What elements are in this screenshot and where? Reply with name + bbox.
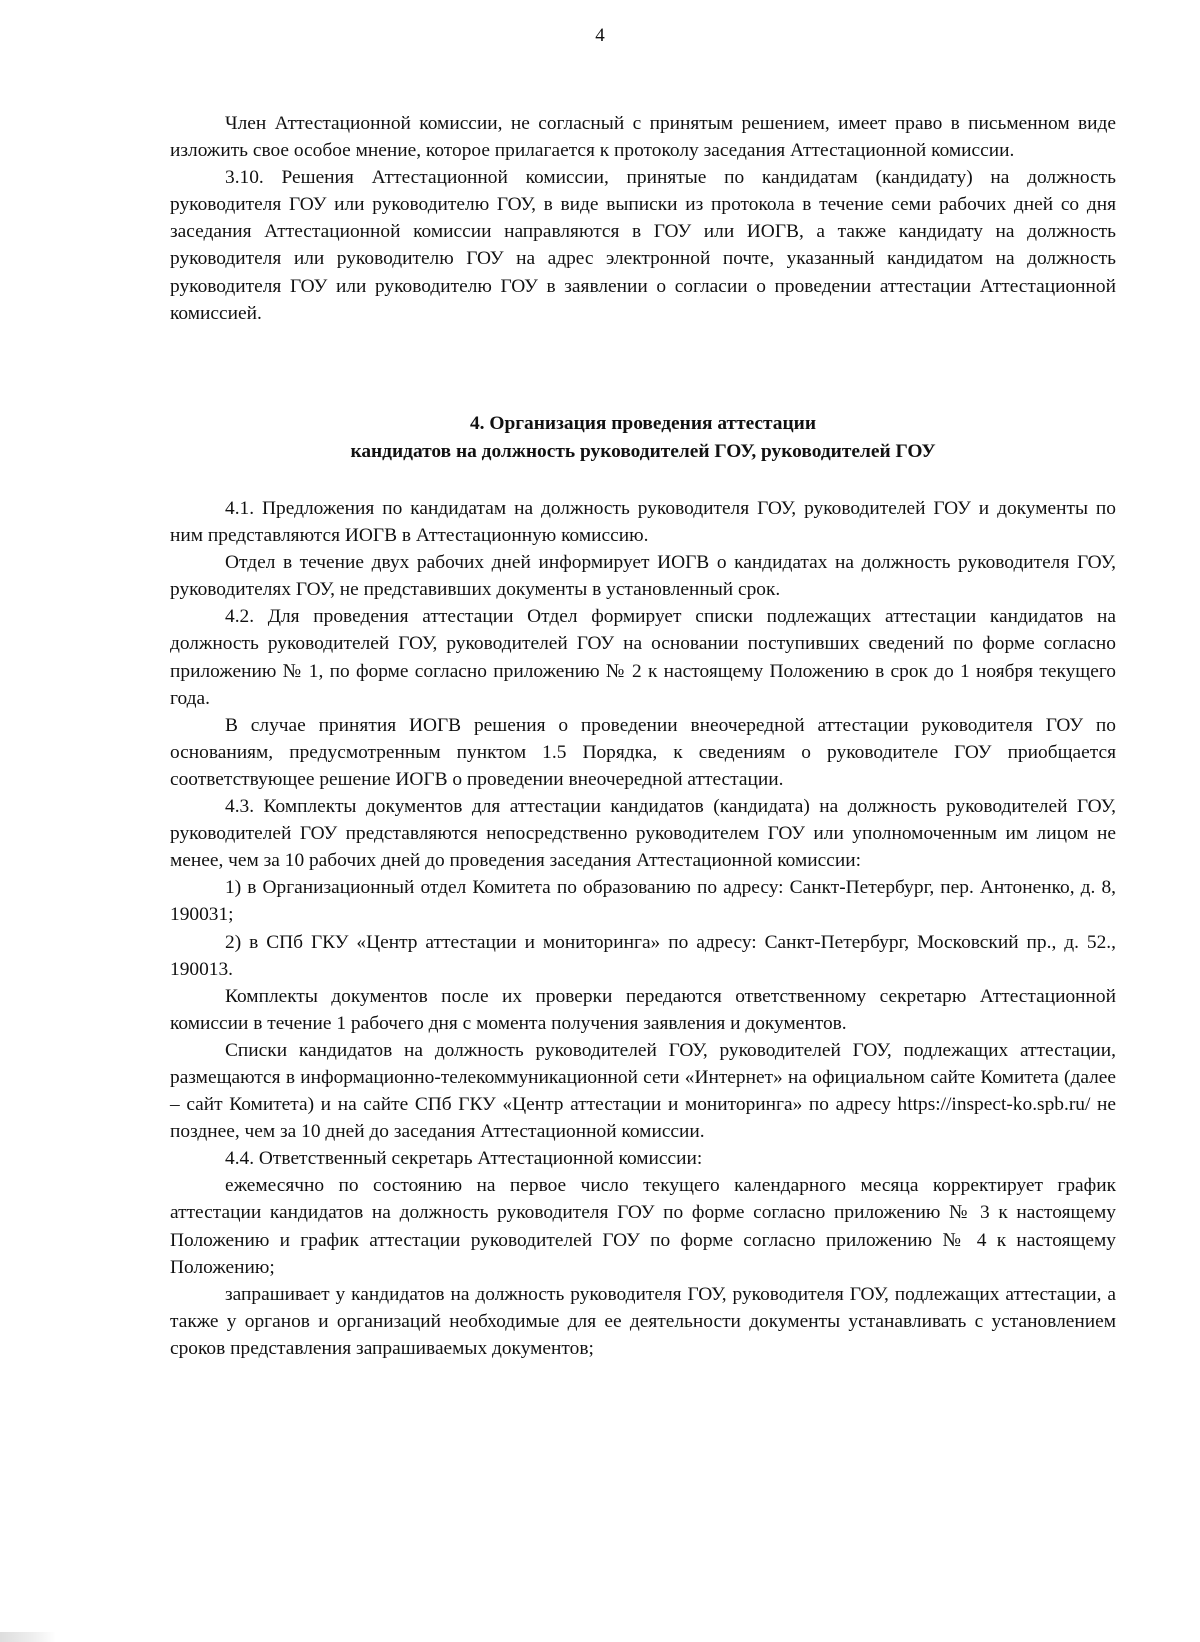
paragraph-address-1: 1) в Организационный отдел Комитета по образованию по адресу: Санкт-Петербург, пер. Антоненко, д. 8, 190031; bbox=[170, 877, 1116, 926]
paragraph-document-sets: Комплекты документов после их проверки передаются ответственному секретарю Аттестационной комиссии в течение 1 рабочего дня с момента получения заявления и документов. bbox=[170, 985, 1116, 1034]
paragraph-4-2: 4.2. Для проведения аттестации Отдел формирует списки подлежащих аттестации кандидатов на должность руководителей ГОУ, руководителей ГОУ на основании поступивших сведений по форме согласно приложению № 1, по форме согласно приложению № 2 к настоящему Положению в срок до 1 ноября текущего года. bbox=[170, 606, 1116, 709]
paragraph-monthly-schedule: ежемесячно по состоянию на первое число текущего календарного месяца корректирует график аттестации кандидатов на должность руководителя ГОУ по форме согласно приложению № 3 к настоящему Положению и график аттестации руководителей ГОУ по форме согласно приложению № 4 к настоящему Положению; bbox=[170, 1175, 1116, 1278]
section-heading-line-2: кандидатов на должность руководителей ГОУ, руководителей ГОУ bbox=[350, 441, 936, 462]
section-heading-line-1: 4. Организация проведения аттестации bbox=[469, 413, 817, 434]
paragraph-extraordinary-attestation: В случае принятия ИОГВ решения о проведении внеочередной аттестации руководителя ГОУ по основаниям, предусмотренным пунктом 1.5 Порядка, к сведениям о руководителе ГОУ приобщается соответствующее решение ИОГВ о проведении внеочередной аттестации. bbox=[170, 714, 1116, 790]
paragraph-candidate-lists: Списки кандидатов на должность руководителей ГОУ, руководителей ГОУ, подлежащих аттестации, размещаются в информационно-телекоммуникационной сети «Интернет» на официальном сайте Комитета (далее – сайт Комитета) и на сайте СПб ГКУ «Центр аттестации и мониторинга» по адресу https://inspect-ko.spb.ru/ не позднее, чем за 10 дней до заседания Аттестационной комиссии. bbox=[170, 1039, 1116, 1143]
section-4-text-block bbox=[170, 495, 1116, 1362]
section-4-heading bbox=[170, 410, 1116, 466]
page-number: 4 bbox=[595, 25, 605, 46]
paragraph-4-1: 4.1. Предложения по кандидатам на должность руководителя ГОУ, руководителей ГОУ и документы по ним представляются ИОГВ в Аттестационную комиссию. bbox=[170, 498, 1116, 547]
paragraph-4-3: 4.3. Комплекты документов для аттестации кандидатов (кандидата) на должность руководителей ГОУ, руководителей ГОУ представляются непосредственно руководителем ГОУ или уполномоченным им лицом не менее, чем за 10 рабочих дней до проведения заседания Аттестационной комиссии: bbox=[170, 796, 1116, 872]
paragraph-4-4: 4.4. Ответственный секретарь Аттестационной комиссии: bbox=[225, 1148, 703, 1170]
paragraph-3-10: 3.10. Решения Аттестационной комиссии, принятые по кандидатам (кандидату) на должность руководителя ГОУ или руководителю ГОУ, в виде выписки из протокола в течение семи рабочих дней со дня заседания Аттестационной комиссии направляются в ГОУ или ИОГВ, а также кандидату на должность руководителя или руководителю ГОУ на адрес электронной почте, указанный кандидатом на должность руководителя ГОУ или руководителю ГОУ в заявлении о согласии о проведении аттестации Аттестационной комиссией. bbox=[170, 167, 1116, 324]
paragraph-address-2: 2) в СПб ГКУ «Центр аттестации и мониторинга» по адресу: Санкт-Петербург, Московский пр., д. 52., 190013. bbox=[170, 931, 1116, 980]
paragraph-requests-documents: запрашивает у кандидатов на должность руководителя ГОУ, руководителя ГОУ, подлежащих аттестации, а также у органов и организаций необходимые для ее деятельности документы устанавливать с установлением сроков представления запрашиваемых документов; bbox=[170, 1283, 1116, 1359]
paragraph-dissenting-opinion: Член Аттестационной комиссии, не согласный с принятым решением, имеет право в письменном виде изложить свое особое мнение, которое прилагается к протоколу заседания Аттестационной комиссии. bbox=[170, 113, 1116, 162]
scan-edge-mark bbox=[0, 1632, 56, 1642]
paragraph-department-informs: Отдел в течение двух рабочих дней информирует ИОГВ о кандидатах на должность руководителя ГОУ, руководителях ГОУ, не представивших документы в установленный срок. bbox=[170, 552, 1116, 601]
top-text-block bbox=[170, 110, 1116, 327]
